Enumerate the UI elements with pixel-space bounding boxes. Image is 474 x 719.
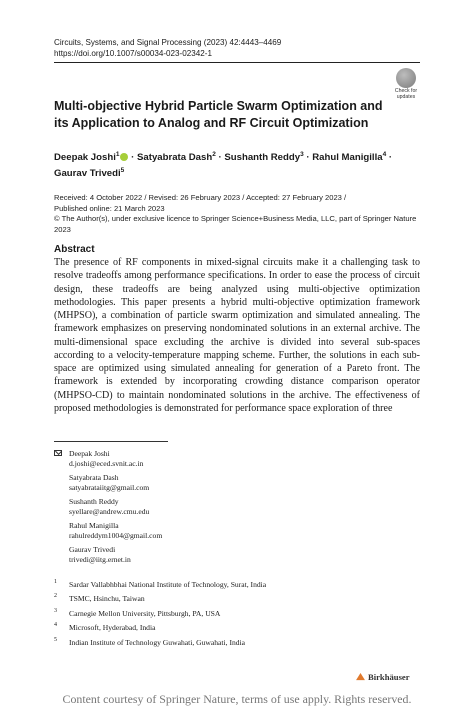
- contact-item: [54, 521, 354, 540]
- affiliation-item: [54, 594, 414, 604]
- badge-line1: Check for: [394, 88, 418, 94]
- affiliation-item: [54, 623, 414, 633]
- author-affiliation-mark: 5: [120, 167, 125, 175]
- affiliation-item: [54, 580, 414, 590]
- courtesy-notice: Content courtesy of Springer Nature, terms of use apply. Rights reserved.: [62, 692, 412, 706]
- affiliation-number: 5: [54, 636, 57, 643]
- contact-item: [54, 545, 354, 564]
- paper-title: Multi-objective Hybrid Particle Swarm Optimization and its Application to Analog and RF Circuit Optimization: [54, 99, 383, 130]
- author-name: Deepak Joshi: [54, 152, 116, 164]
- envelope-icon: [54, 450, 62, 456]
- contact-name: Rahul Manigilla: [69, 520, 119, 530]
- contact-name: Deepak Joshi: [69, 449, 110, 458]
- contact-name: Gaurav Trivedi: [69, 544, 116, 554]
- author-name: Rahul Manigilla: [312, 152, 383, 164]
- author-affiliation-mark: 2: [212, 151, 216, 158]
- contact-email[interactable]: syellare@andrew.cmu.edu: [69, 506, 150, 516]
- author-affiliation-mark: 1: [115, 151, 120, 158]
- author-name: Sushanth Reddy: [224, 152, 301, 164]
- abstract-heading: Abstract: [54, 244, 95, 255]
- doi-link[interactable]: https://doi.org/10.1007/s00034-023-02342-1: [54, 49, 212, 58]
- abstract-body: [54, 256, 420, 415]
- check-updates-icon: [396, 68, 416, 88]
- affiliation-number: 4: [54, 622, 57, 629]
- dates-line: Received: 4 October 2022 / Revised: 26 February 2023 / Accepted: 27 February 2023 /: [54, 193, 347, 202]
- contact-list: [54, 449, 354, 569]
- badge-line2: updates: [396, 93, 416, 100]
- check-for-updates-badge[interactable]: [392, 68, 420, 104]
- orcid-icon[interactable]: [120, 153, 128, 161]
- abstract-text: The presence of RF components in mixed-signal circuits make it a challenging task to resolve tradeoffs among performance specifications. In order to ease the process of circuit design, these tradeoffs are being analyzed using multi-objective optimization methodologies. This paper presents a hybrid multi-objective optimization framework (MHPSO), a combination of particle swarm optimization and simulated annealing. The framework emphasizes on preserving nondominated solutions in an external archive. The multi-dimensional space excluding the archive is divided into several sub-spaces according to a velocity-temperature mapping scheme. Further, the solutions in each sub-space are optimized using simulated annealing for generation of a Pareto front. The framework is extended by incorporating crowding distance comparison operator (MHPSO-CD) to maintain nondominated solutions in the archive. The effectiveness of proposed methodologies is demonstrated for performance space exploration of three: [54, 257, 420, 414]
- author-affiliation-mark: 3: [300, 151, 304, 158]
- contact-name: Sushanth Reddy: [69, 496, 119, 506]
- affiliation-text: Microsoft, Hyderabad, India: [69, 623, 156, 633]
- affiliation-list: [54, 580, 414, 652]
- affiliation-item: [54, 638, 414, 648]
- author-name: Gaurav Trivedi: [54, 168, 121, 180]
- affiliation-number: 2: [54, 593, 57, 600]
- contact-name: Satyabrata Dash: [69, 472, 119, 482]
- contact-email[interactable]: rahulreddym1004@gmail.com: [69, 530, 163, 540]
- affiliation-item: [54, 609, 414, 619]
- affiliation-number: 1: [54, 579, 57, 585]
- footnote-divider: [54, 441, 168, 442]
- author-affiliation-mark: 4: [382, 151, 387, 158]
- dates-line: Published online: 21 March 2023: [54, 203, 165, 213]
- publication-dates: [54, 193, 434, 235]
- publisher-logo: [356, 672, 410, 682]
- journal-citation: Circuits, Systems, and Signal Processing (2023) 42:4443–4469: [54, 38, 282, 47]
- contact-item: [54, 449, 354, 468]
- affiliation-text: TSMC, Hsinchu, Taiwan: [69, 594, 145, 604]
- copyright-line: © The Author(s), under exclusive licence to Springer Science+Business Media, LLC, part of Springer Nature 2023: [54, 214, 417, 234]
- header-divider: [54, 62, 420, 63]
- author-list: Deepak Joshi$^1$ · Satyabrata Dash$^2$ · Sushanth Reddy$^3$ · Rahul Manigilla$^4$ · Gaurav Trivedi$^5$: [54, 151, 393, 180]
- contact-item: [54, 497, 354, 516]
- affiliation-text: Sardar Vallabhbhai National Institute of Technology, Surat, India: [69, 580, 267, 589]
- publisher-logo-icon: [356, 673, 365, 681]
- affiliation-number: 3: [54, 607, 57, 614]
- affiliation-text: Carnegie Mellon University, Pittsburgh, PA, USA: [69, 608, 221, 618]
- contact-email[interactable]: d.joshi@eced.svnit.ac.in: [69, 458, 144, 468]
- journal-header: [54, 37, 281, 59]
- contact-email[interactable]: satyabrataiitg@gmail.com: [69, 482, 150, 492]
- author-name: Satyabrata Dash: [137, 152, 213, 164]
- affiliation-text: Indian Institute of Technology Guwahati, Guwahati, India: [69, 637, 246, 647]
- publisher-name: Birkhäuser: [368, 672, 410, 682]
- contact-item: [54, 473, 354, 492]
- contact-email[interactable]: trivedi@iitg.ernet.in: [69, 554, 131, 564]
